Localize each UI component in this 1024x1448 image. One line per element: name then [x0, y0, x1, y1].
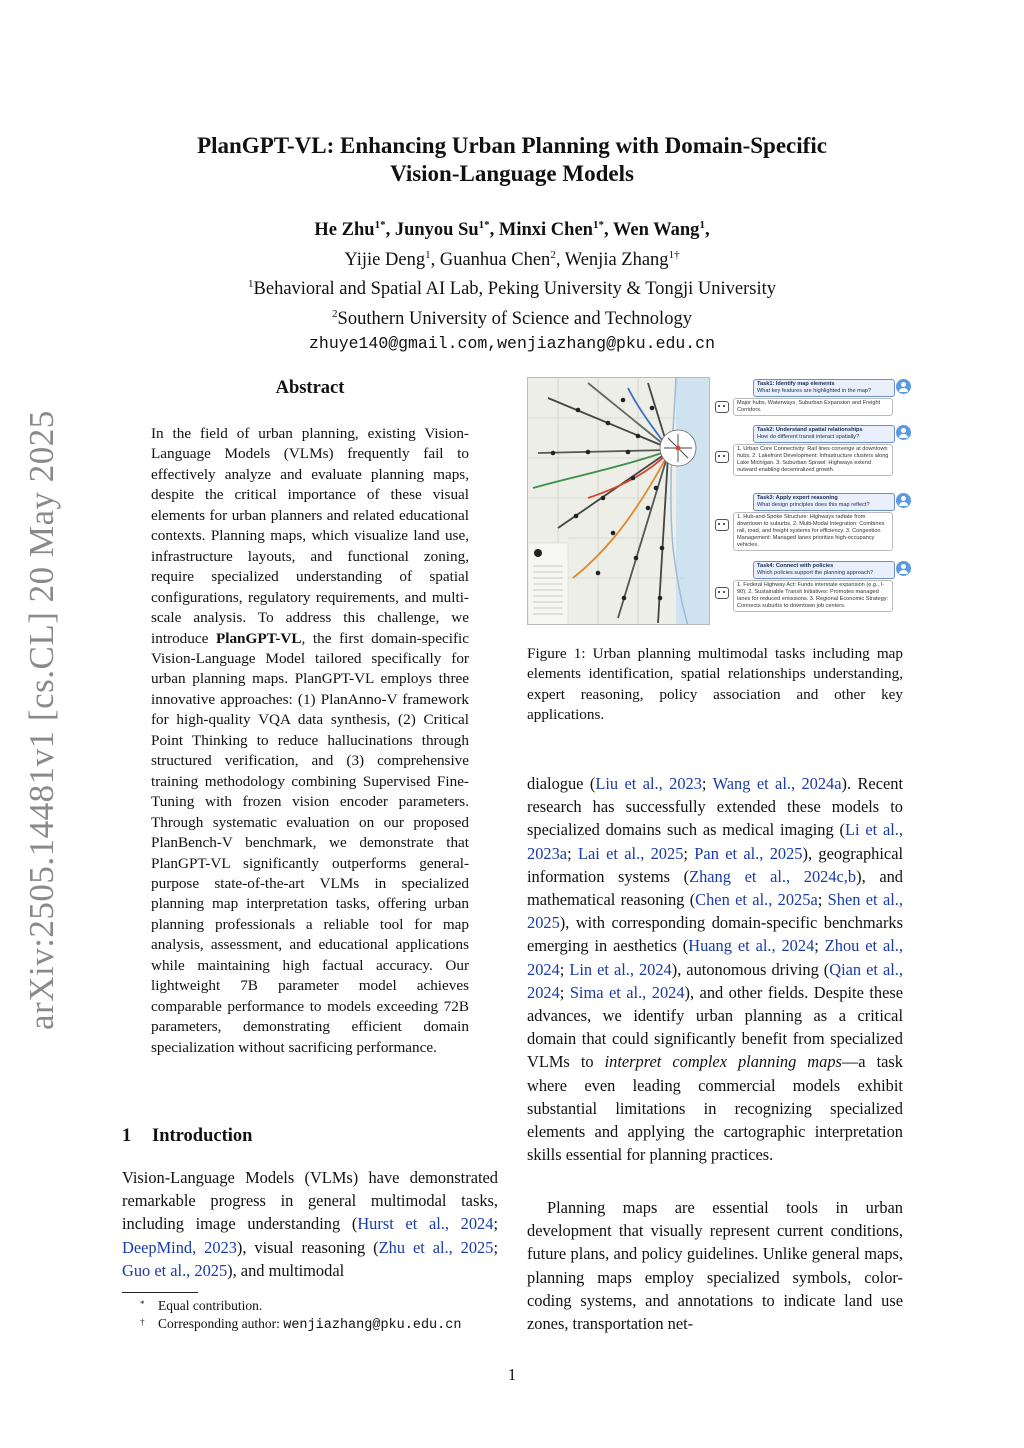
robot-icon [715, 401, 729, 413]
section-heading-introduction [122, 1126, 498, 1147]
task-3-question [753, 493, 895, 511]
citation-link[interactable]: Wang et al., 2024a [712, 774, 842, 793]
footnote-divider [122, 1292, 198, 1293]
paragraph-text: ). Recent research has successfully extended these models to specialized domains such as medical imaging ( [527, 774, 903, 840]
task-2-question [753, 425, 895, 443]
paper-title [140, 132, 884, 188]
task-label: Task4: Connect with policies [757, 563, 834, 569]
section-title: Introduction [152, 1126, 253, 1146]
paragraph-text: ), autonomous driving ( [671, 959, 830, 979]
task-question-text: How do different transit interact spatially? [757, 434, 860, 440]
paragraph-text: ; [567, 843, 578, 863]
model-name: PlanGPT-VL [215, 629, 302, 647]
citation-link[interactable]: Huang et al., 2024 [688, 936, 815, 956]
citation-link[interactable]: Sima et al., 2024 [569, 982, 685, 1002]
citation-link[interactable]: Hurst et al., 2024 [357, 1214, 494, 1234]
task-4-answer: 1. Federal Highway Act: Funds interstate expansion (e.g., I-90). 2. Sustainable Transit Initiatives: Promotes managed lanes for reduced emissions. 3. Regional Economic Strategy: Connects suburbs to downtown job centers. [733, 580, 893, 612]
page-number: 1 [507, 1365, 517, 1384]
affiliation-1 [140, 272, 884, 302]
citation-link[interactable]: Pan et al., 2025 [694, 843, 803, 863]
paragraph-text: Vision-Language Models (VLMs) have demonstrated remarkable progress in general multimodal tasks, including image understanding ( [122, 1168, 498, 1234]
affiliation-2 [140, 302, 884, 332]
footnote-mark: † [140, 1317, 145, 1327]
author-line-2: Yijie Deng$^1$, Guanhua Chen$^2$, Wenjia Zhang$^{1\dagger}$ [344, 248, 680, 270]
task-label: Task1: Identify map elements [757, 381, 835, 387]
lake-area [676, 378, 710, 625]
footnote-mark: * [140, 1299, 145, 1309]
title-line-1: PlanGPT-VL: Enhancing Urban Planning with Domain-Specific [197, 133, 827, 158]
robot-icon [715, 587, 729, 599]
paragraph-text: —a task where even leading commercial models exhibit substantial limitations in recognizing specialized elements and applying the cartographic interpretation skills essential for planning practices. [527, 1052, 903, 1165]
task-question-text: What key features are highlighted in the map? [757, 388, 872, 394]
task-3-answer: 1. Hub-and-Spoke Structure: Highways radiate from downtown to suburbs. 2. Multi-Modal Integration: Combines rail, road, and freight systems for efficiency. 3. Congestion Management: Managed lanes prioritize high-occupancy vehicles. [733, 512, 893, 551]
author-affil-mark: 1 [699, 219, 705, 231]
citation-link[interactable]: Zhou et al., 2024 [527, 936, 904, 979]
task-question-text: Which policies support the planning approach? [757, 570, 873, 576]
corresponding-email[interactable]: wenjiazhang@pku.edu.cn [283, 1318, 462, 1333]
citation-link[interactable]: Li et al., 2023a [527, 820, 903, 863]
author-affil-mark: 1 [425, 248, 431, 261]
figure-1-caption: Figure 1: Urban planning multimodal tasks including map elements identification, spatial relationships understanding, expert reasoning, policy association and other key applications. [527, 645, 903, 724]
citation-link[interactable]: DeepMind, 2023 [122, 1237, 237, 1257]
citation-link[interactable]: Zhang et al., 2024c,b [689, 866, 857, 886]
abstract-text-1: In the field of urban planning, existing Vision-Language Models (VLMs) frequently fail to effectively analyze and evaluate planning maps, despite the critical importance of these visual elements for urban planners and related educational contexts. Planning maps, which visualize land use, infrastructure layouts, and functional zoning, require specialized understanding of spatial configurations, regulatory requirements, and multi-scale analysis. To address this challenge, we introduce [151, 425, 469, 647]
citation-link[interactable]: Chen et al., 2025a [695, 890, 818, 910]
user-icon [896, 561, 911, 576]
author-name: Yijie Deng [344, 249, 426, 270]
intro-paragraph-right-1 [527, 772, 903, 1166]
author-emails[interactable]: zhuye140@gmail.com,wenjiazhang@pku.edu.cn [309, 333, 715, 353]
figure-1 [527, 377, 912, 627]
author-affil-mark: 1* [478, 219, 490, 231]
title-line-2: Vision-Language Models [390, 161, 634, 186]
author-name: Minxi Chen [498, 220, 593, 241]
author-name: Wenjia Zhang [564, 249, 669, 270]
author-affil-mark: 2 [550, 248, 556, 261]
citation-link[interactable]: Liu et al., 2023 [595, 774, 702, 793]
robot-icon [715, 519, 729, 531]
citation-link[interactable]: Shen et al., 2025 [527, 890, 903, 933]
arxiv-identifier-stamp: arXiv:2505.14481v1 [cs.CL] 20 May 2025 [22, 410, 61, 1030]
affil-mark: 2 [332, 307, 338, 320]
paragraph-text: ; [701, 774, 713, 793]
task-1-question [753, 379, 895, 397]
citation-link[interactable]: Lai et al., 2025 [577, 843, 684, 863]
abstract-text-2: , the first domain-specific Vision-Language Model tailored specifically for urban planning maps. PlanGPT-VL employs three innovative approaches: (1) PlanAnno-V framework for high-quality VQA data synthesis, (2) Critical Point Thinking to reduce hallucinations through structured verification, and (3) comprehensive training methodology combining Supervised Fine-Tuning with frozen vision encoder parameters. Through systematic evaluation on our proposed PlanBench-V benchmark, we demonstrate that PlanGPT-VL significantly outperforms general-purpose state-of-the-art VLMs in specialized planning map interpretation tasks, offering urban planning professionals a reliable tool for map analysis, assessment, and educational applications while maintaining high factual accuracy. Our lightweight 7B parameter model achieves comparable performance to models exceeding 72B parameters, demonstrating efficient domain specialization without sacrificing performance. [151, 629, 469, 1056]
author-name: Wen Wang [612, 220, 700, 241]
paragraph-text: dialogue ( [527, 774, 596, 793]
citation-link[interactable]: Lin et al., 2024 [569, 959, 672, 979]
paragraph-text: ; [559, 982, 570, 1002]
section-number: 1 [122, 1126, 132, 1146]
task-label: Task3: Apply expert reasoning [757, 495, 838, 501]
footnote-text: Corresponding author: [158, 1316, 284, 1331]
paragraph-text: ; [814, 936, 825, 956]
paragraph-text: ; [493, 1237, 498, 1257]
citation-link[interactable]: Qian et al., 2024 [527, 959, 903, 1002]
citation-link[interactable]: Zhu et al., 2025 [378, 1237, 494, 1257]
task-2-answer: 1. Urban Core Connectivity: Rail lines converge at downtown hubs. 2. Lakefront Development: Infrastructure clusters along Lake Michigan. 3. Suburban Sprawl: Highways extend outward enabling decentralized growth. [733, 444, 893, 476]
paragraph-text: ; [817, 890, 828, 910]
affil-mark: 1 [248, 278, 254, 291]
author-name: Junyou Su [394, 220, 479, 241]
paragraph-text: ), visual reasoning ( [236, 1237, 379, 1257]
paragraph-text: ), geographical information systems ( [527, 843, 904, 886]
task-4-question [753, 561, 895, 579]
paragraph-text: ; [559, 959, 570, 979]
task-1-answer: Major hubs, Waterways, Suburban Expansion and Freight Corridors. [733, 398, 893, 416]
paragraph-text: ), with corresponding domain-specific benchmarks emerging in aesthetics ( [527, 913, 903, 956]
paragraph-text: ), and other fields. Despite these advances, we identify urban planning as a critical domain that could significantly benefit from specialized VLMs to [527, 982, 903, 1072]
author-name: He Zhu [314, 220, 375, 241]
author-affil-mark: 1* [592, 219, 604, 231]
intro-paragraph-left [122, 1166, 498, 1282]
abstract-heading: Abstract [275, 378, 345, 398]
paragraph-text: ; [493, 1214, 498, 1234]
planning-map-image [527, 377, 710, 625]
abstract-body [151, 424, 469, 1058]
footnote-corresponding-author [140, 1315, 500, 1335]
author-name: Guanhua Chen [439, 249, 551, 270]
author-block [140, 213, 884, 356]
intro-paragraph-right-2: Planning maps are essential tools in urban development that visually represent current conditions, future plans, and policy guidelines. Unlike general maps, planning maps employ specialized symbols, color-coding systems, and annotations to indicate land use zones, transportation net- [527, 1198, 903, 1334]
author-line-1: He Zhu$^{1*}$, Junyou $Su^{1*}$, Minxi Chen$^{1*}$, Wen Wang$^1$, [314, 219, 710, 241]
footnote-text: Equal contribution. [158, 1298, 263, 1313]
robot-icon [715, 451, 729, 463]
author-affil-mark: 1* [374, 219, 386, 231]
paragraph-text: ), and multimodal [227, 1260, 345, 1280]
task-label: Task2: Understand spatial relationships [757, 427, 863, 433]
affiliation-2-text: Southern University of Science and Technology [337, 309, 692, 330]
emphasis-text: interpret complex planning maps [604, 1052, 842, 1072]
user-icon [896, 493, 911, 508]
paragraph-text: ; [683, 843, 695, 863]
footnote-equal-contribution [140, 1297, 500, 1315]
task-dialogue-panel [715, 377, 912, 627]
author-affil-mark: 1† [668, 248, 680, 261]
transit-map-graphic [528, 378, 710, 625]
task-question-text: What design principles does this map reflect? [757, 502, 870, 508]
affiliation-1-text: Behavioral and Spatial AI Lab, Peking University & Tongji University [253, 279, 776, 300]
user-icon [896, 379, 911, 394]
footnotes [140, 1297, 500, 1335]
citation-link[interactable]: Guo et al., 2025 [122, 1260, 228, 1280]
user-icon [896, 425, 911, 440]
paragraph-text: ), and mathematical reasoning ( [527, 866, 903, 910]
